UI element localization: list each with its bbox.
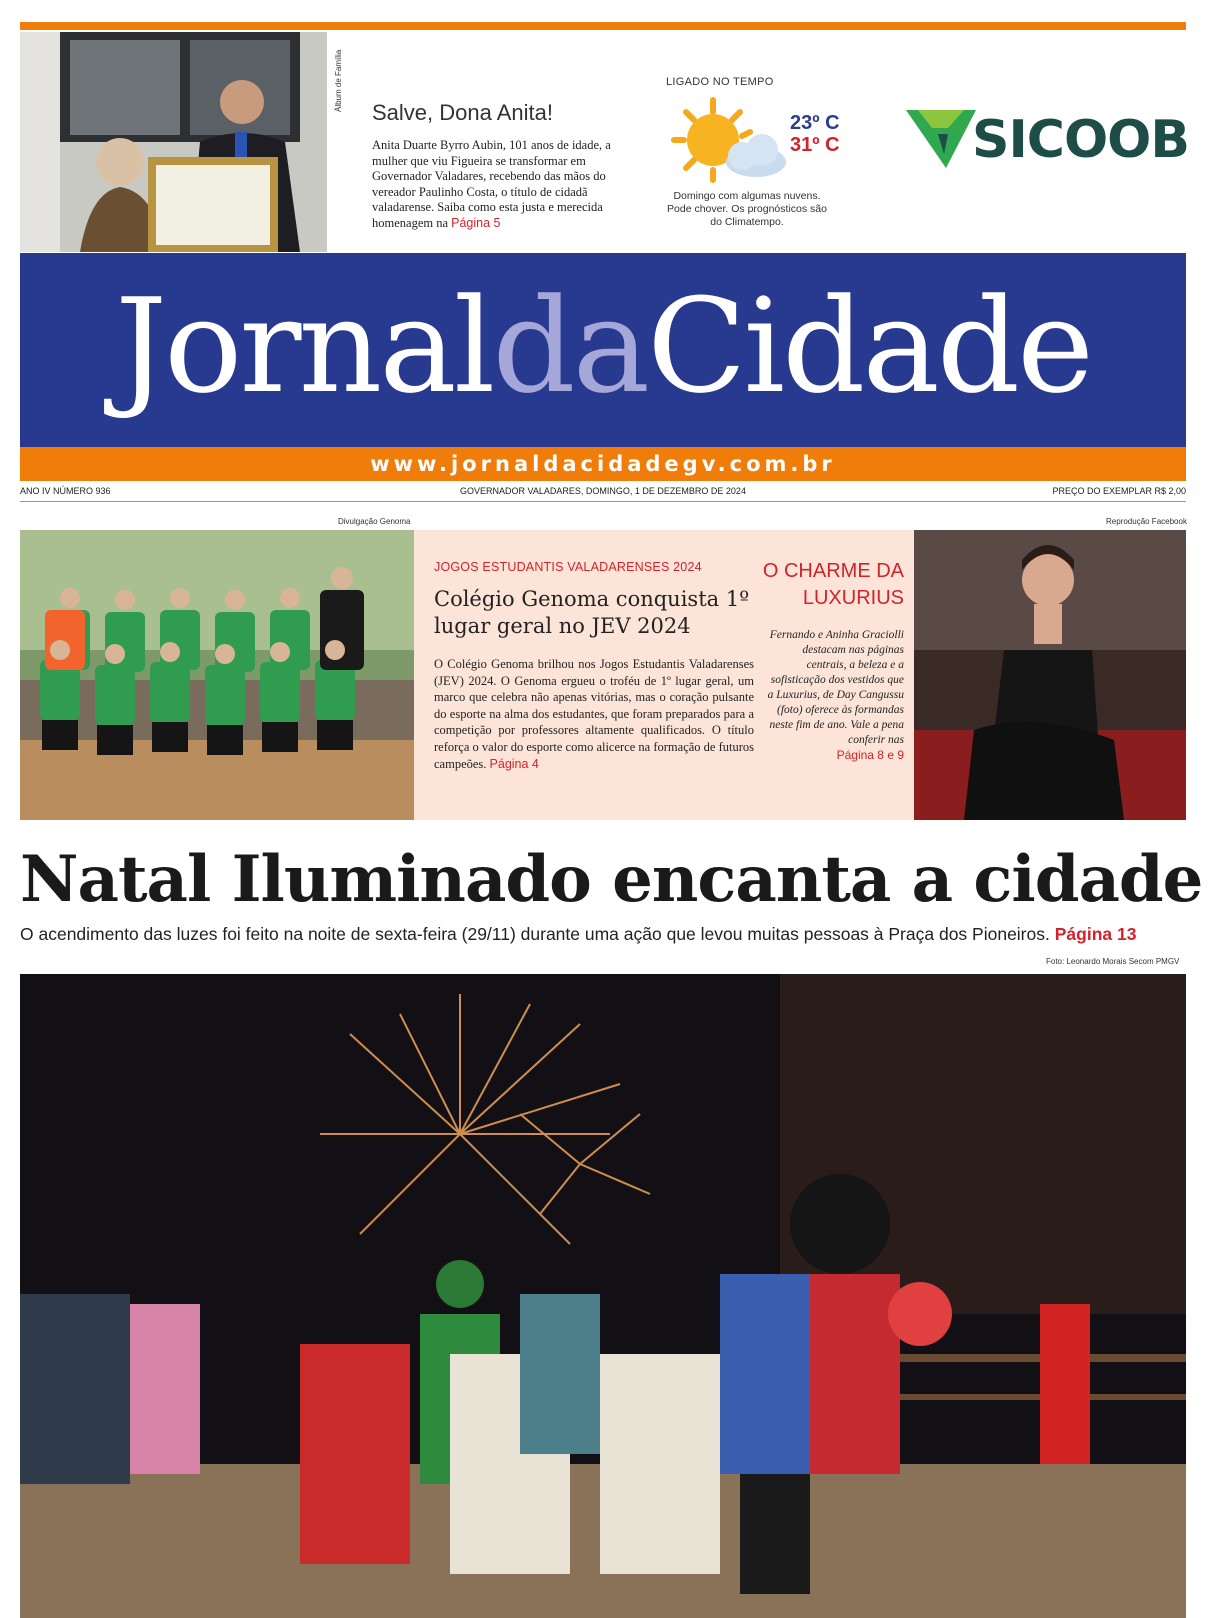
masthead-title [20, 271, 1186, 421]
anita-page-link[interactable]: Página 5 [451, 215, 501, 230]
temp-max: 31º C [790, 134, 840, 156]
weather-forecast-text: Domingo com algumas nuvens. Pode chover. Os prognósticos são do Climatempo. [667, 190, 827, 228]
masthead-title-cidade: Cidade [647, 270, 1091, 422]
main-headline[interactable]: Natal Iluminado encanta a cidade [20, 842, 1203, 917]
anita-story [372, 100, 632, 231]
main-page-link[interactable]: Página 13 [1054, 924, 1137, 944]
jev-page-link[interactable]: Página 4 [489, 756, 539, 771]
weather-label: LIGADO NO TEMPO [666, 76, 774, 88]
jev-story-text [434, 656, 754, 772]
luxurius-photo [914, 530, 1186, 820]
jev-text-body: O Colégio Genoma brilhou nos Jogos Estudantis Valadarenses (JEV) 2024. O Genoma ergueu o troféu de 1º lugar geral, um marco que celebra não apenas vitórias, mas o coração pulsante do esporte na alma dos estudantes, que foram preparados para a competição por professores altamente qualificados. O título reforça o valor do esporte como alicerce na formação de futuros campeões. [434, 657, 754, 771]
url-bar [20, 447, 1186, 481]
weather-box [662, 74, 852, 234]
masthead-title-jornal: Jornal [115, 270, 493, 422]
edition-info-bar [20, 484, 1186, 500]
jev-story-panel [414, 530, 914, 820]
luxurius-photo-credit: Reprodução Facebook [1106, 517, 1187, 526]
luxurius-story-text [764, 628, 904, 763]
issue-price: PREÇO DO EXEMPLAR R$ 2,00 [1052, 486, 1186, 496]
main-deck-body: O acendimento das luzes foi feito na noite de sexta-feira (29/11) durante uma ação que levou muitas pessoas à Praça dos Pioneiros. [20, 924, 1055, 944]
masthead-title-da: da [492, 270, 648, 422]
sicoob-mark-icon [906, 106, 976, 172]
main-deck [20, 924, 1186, 945]
website-link[interactable]: www.jornaldacidadegv.com.br [370, 452, 836, 476]
main-photo-credit: Foto: Leonardo Morais Secom PMGV [1046, 957, 1180, 966]
sponsor-name: SICOOB [972, 110, 1190, 170]
anita-headline[interactable]: Salve, Dona Anita! [372, 100, 554, 125]
temp-min: 23º C [790, 112, 840, 134]
sponsor-logo[interactable] [906, 106, 1190, 172]
sun-cloud-icon [668, 92, 798, 192]
luxurius-page-link[interactable]: Página 8 e 9 [836, 748, 904, 762]
info-divider [20, 501, 1186, 502]
anita-story-text [372, 138, 632, 231]
anita-photo [20, 32, 327, 252]
luxurius-text-body: Fernando e Aninha Graciolli destacam nas páginas centrais, a beleza e a sofisticação dos vestidos que a Luxurius, de Day Cangussu (foto) oferece às formandas neste fim de ano. Vale a pena conferir nas [767, 629, 904, 746]
dateline: GOVERNADOR VALADARES, DOMINGO, 1 DE DEZEMBRO DE 2024 [460, 486, 746, 496]
natal-iluminado-photo [20, 974, 1186, 1618]
masthead[interactable] [20, 253, 1186, 447]
jev-headline[interactable]: Colégio Genoma conquista 1º lugar geral no JEV 2024 [434, 587, 750, 638]
luxurius-headline[interactable]: O CHARME DA LUXURIUS [762, 560, 904, 609]
jev-kicker: JOGOS ESTUDANTIS VALADARENSES 2024 [434, 560, 702, 574]
top-orange-rule [20, 22, 1186, 30]
anita-photo-credit: Álbum de Família [334, 49, 343, 112]
edition-number: ANO IV NÚMERO 936 [20, 486, 111, 496]
genoma-team-photo [20, 530, 414, 820]
anita-text-body: Anita Duarte Byrro Aubin, 101 anos de idade, a mulher que viu Figueira se transformar em Governador Valadares, recebendo das mãos do vereador Paulinho Costa, o título de cidadã valadarense. Saiba como esta justa e merecida homenagem na [372, 138, 611, 230]
genoma-photo-credit: Divulgação Genoma [338, 517, 411, 526]
